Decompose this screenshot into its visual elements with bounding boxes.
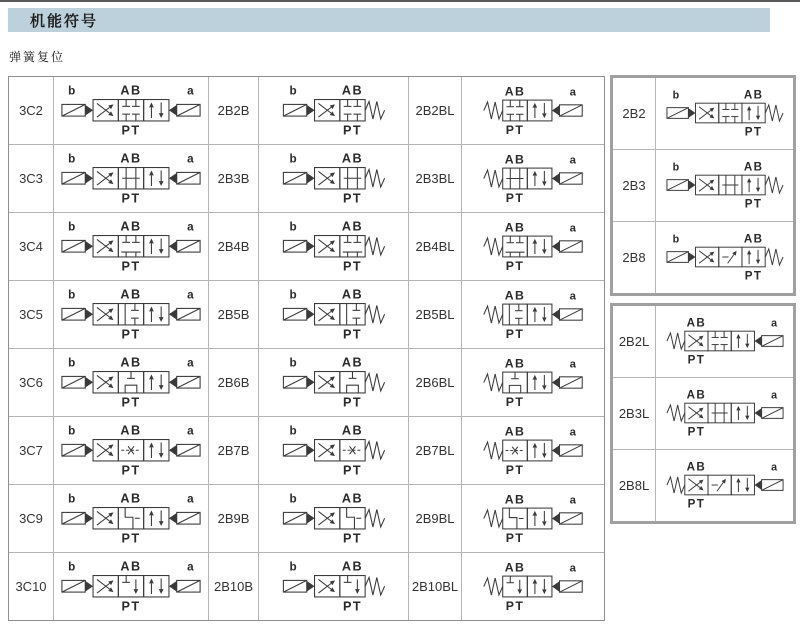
valve-symbol-2B3B	[259, 145, 408, 212]
svg-text:AB: AB	[686, 461, 706, 475]
valve-symbol-panel-2b	[610, 75, 796, 296]
valve-code-2B5B: 2B5B	[209, 281, 258, 348]
svg-text:PT: PT	[687, 497, 705, 511]
svg-text:b: b	[68, 356, 76, 370]
valve-symbol-2B6B	[259, 349, 408, 416]
svg-text:PT: PT	[505, 123, 525, 137]
svg-text:a: a	[770, 390, 777, 403]
svg-text:AB: AB	[504, 220, 526, 235]
svg-text:AB: AB	[341, 219, 363, 234]
svg-text:AB: AB	[341, 355, 363, 370]
valve-symbol-2B3	[656, 150, 793, 221]
svg-text:b: b	[289, 492, 297, 506]
svg-text:PT: PT	[342, 395, 362, 410]
svg-text:AB: AB	[120, 355, 142, 370]
valve-code-2B2B: 2B2B	[209, 77, 258, 144]
svg-text:AB: AB	[120, 219, 142, 234]
svg-text:b: b	[672, 162, 679, 175]
hydraulic-valve-symbol	[462, 424, 604, 477]
valve-symbol-2B3L	[656, 378, 793, 449]
svg-text:PT: PT	[342, 531, 362, 546]
hydraulic-valve-symbol	[658, 460, 792, 510]
svg-text:PT: PT	[342, 599, 362, 614]
svg-text:a: a	[187, 220, 194, 234]
svg-text:AB: AB	[341, 83, 363, 98]
valve-code-2B5BL: 2B5BL	[409, 281, 461, 348]
svg-text:b: b	[68, 424, 76, 438]
valve-code-2B9BL: 2B9BL	[409, 485, 461, 552]
section-header-bar	[8, 8, 770, 32]
hydraulic-valve-symbol	[462, 356, 604, 409]
svg-text:PT: PT	[505, 599, 525, 613]
svg-text:PT: PT	[744, 125, 762, 139]
svg-text:AB: AB	[341, 151, 363, 166]
svg-text:AB: AB	[504, 84, 526, 99]
valve-symbol-2B10BL	[462, 553, 604, 620]
hydraulic-valve-symbol	[261, 83, 407, 138]
svg-text:b: b	[672, 234, 679, 247]
svg-text:PT: PT	[505, 531, 525, 545]
hydraulic-valve-symbol	[58, 151, 204, 206]
valve-code-3C3: 3C3	[9, 145, 53, 212]
hydraulic-valve-symbol	[58, 355, 204, 410]
svg-text:b: b	[289, 84, 297, 98]
svg-text:a: a	[187, 84, 194, 98]
svg-text:PT: PT	[505, 191, 525, 205]
valve-symbol-3C10	[54, 553, 208, 620]
valve-symbol-3C4	[54, 213, 208, 280]
svg-text:a: a	[569, 562, 576, 575]
valve-symbol-3C6	[54, 349, 208, 416]
svg-text:b: b	[68, 220, 76, 234]
svg-text:a: a	[569, 426, 576, 439]
valve-symbol-2B5BL	[462, 281, 604, 348]
svg-text:a: a	[187, 492, 194, 506]
svg-text:PT: PT	[744, 269, 762, 283]
valve-code-2B8L: 2B8L	[613, 450, 655, 521]
page-title: 机能符号	[30, 12, 99, 30]
svg-text:AB: AB	[504, 288, 526, 303]
svg-text:PT: PT	[121, 259, 141, 274]
svg-text:a: a	[569, 494, 576, 507]
svg-text:AB: AB	[504, 356, 526, 371]
svg-text:b: b	[289, 560, 297, 574]
svg-text:b: b	[672, 90, 679, 103]
valve-symbol-2B6BL	[462, 349, 604, 416]
svg-text:a: a	[770, 462, 777, 475]
svg-text:a: a	[569, 290, 576, 303]
svg-text:PT: PT	[342, 463, 362, 478]
valve-symbol-2B8L	[656, 450, 793, 521]
valve-symbol-2B7B	[259, 417, 408, 484]
valve-symbol-2B2BL	[462, 77, 604, 144]
svg-text:AB: AB	[120, 491, 142, 506]
valve-symbol-2B4B	[259, 213, 408, 280]
svg-text:AB: AB	[743, 89, 763, 103]
hydraulic-valve-symbol	[462, 152, 604, 205]
valve-code-2B6BL: 2B6BL	[409, 349, 461, 416]
valve-code-2B4B: 2B4B	[209, 213, 258, 280]
svg-text:AB: AB	[120, 559, 142, 574]
svg-text:AB: AB	[504, 492, 526, 507]
svg-text:PT: PT	[505, 259, 525, 273]
valve-code-2B2: 2B2	[613, 78, 655, 149]
svg-text:a: a	[770, 318, 777, 331]
valve-symbol-2B5B	[259, 281, 408, 348]
hydraulic-valve-symbol	[261, 287, 407, 342]
svg-text:AB: AB	[120, 287, 142, 302]
valve-code-2B3L: 2B3L	[613, 378, 655, 449]
valve-symbol-2B2L	[656, 306, 793, 377]
svg-text:PT: PT	[342, 191, 362, 206]
svg-text:AB: AB	[504, 560, 526, 575]
valve-symbol-3C9	[54, 485, 208, 552]
valve-code-2B10BL: 2B10BL	[409, 553, 461, 620]
valve-code-3C9: 3C9	[9, 485, 53, 552]
valve-symbol-2B2	[656, 78, 793, 149]
svg-text:AB: AB	[341, 559, 363, 574]
valve-symbol-3C2	[54, 77, 208, 144]
valve-code-2B4BL: 2B4BL	[409, 213, 461, 280]
svg-text:PT: PT	[342, 327, 362, 342]
valve-symbol-table	[8, 76, 605, 621]
valve-symbol-3C5	[54, 281, 208, 348]
hydraulic-valve-symbol	[58, 219, 204, 274]
hydraulic-valve-symbol	[658, 88, 792, 138]
svg-text:AB: AB	[743, 233, 763, 247]
svg-text:PT: PT	[505, 327, 525, 341]
valve-code-3C4: 3C4	[9, 213, 53, 280]
svg-text:PT: PT	[121, 123, 141, 138]
valve-symbol-3C7	[54, 417, 208, 484]
valve-code-2B2L: 2B2L	[613, 306, 655, 377]
valve-code-2B3: 2B3	[613, 150, 655, 221]
svg-text:PT: PT	[121, 463, 141, 478]
valve-symbol-2B4BL	[462, 213, 604, 280]
valve-code-2B7B: 2B7B	[209, 417, 258, 484]
svg-text:b: b	[68, 288, 76, 302]
valve-code-2B2BL: 2B2BL	[409, 77, 461, 144]
valve-symbol-3C3	[54, 145, 208, 212]
hydraulic-valve-symbol	[658, 232, 792, 282]
svg-text:a: a	[569, 154, 576, 167]
svg-text:PT: PT	[342, 123, 362, 138]
hydraulic-valve-symbol	[658, 316, 792, 366]
valve-code-2B3B: 2B3B	[209, 145, 258, 212]
svg-text:AB: AB	[686, 317, 706, 331]
svg-text:a: a	[187, 288, 194, 302]
valve-symbol-2B10B	[259, 553, 408, 620]
valve-symbol-2B3BL	[462, 145, 604, 212]
hydraulic-valve-symbol	[58, 83, 204, 138]
hydraulic-valve-symbol	[58, 287, 204, 342]
svg-text:b: b	[289, 152, 297, 166]
hydraulic-valve-symbol	[261, 423, 407, 478]
hydraulic-valve-symbol	[58, 491, 204, 546]
valve-code-2B9B: 2B9B	[209, 485, 258, 552]
svg-text:b: b	[68, 492, 76, 506]
valve-code-2B10B: 2B10B	[209, 553, 258, 620]
svg-text:AB: AB	[120, 151, 142, 166]
svg-text:AB: AB	[504, 152, 526, 167]
svg-text:b: b	[289, 356, 297, 370]
hydraulic-valve-symbol	[261, 559, 407, 614]
svg-text:b: b	[68, 560, 76, 574]
svg-text:a: a	[569, 86, 576, 99]
hydraulic-valve-symbol	[462, 84, 604, 137]
svg-text:b: b	[68, 152, 76, 166]
hydraulic-valve-symbol	[261, 151, 407, 206]
svg-text:a: a	[187, 424, 194, 438]
valve-code-3C2: 3C2	[9, 77, 53, 144]
svg-text:AB: AB	[686, 389, 706, 403]
hydraulic-valve-symbol	[58, 423, 204, 478]
hydraulic-valve-symbol	[658, 160, 792, 210]
svg-text:AB: AB	[743, 161, 763, 175]
valve-code-3C6: 3C6	[9, 349, 53, 416]
svg-text:PT: PT	[121, 395, 141, 410]
valve-code-2B7BL: 2B7BL	[409, 417, 461, 484]
svg-text:b: b	[289, 288, 297, 302]
svg-text:AB: AB	[341, 423, 363, 438]
valve-code-3C7: 3C7	[9, 417, 53, 484]
svg-text:PT: PT	[687, 353, 705, 367]
svg-text:b: b	[289, 220, 297, 234]
svg-text:b: b	[289, 424, 297, 438]
hydraulic-valve-symbol	[462, 492, 604, 545]
svg-text:PT: PT	[121, 531, 141, 546]
svg-text:a: a	[187, 560, 194, 574]
svg-text:PT: PT	[505, 463, 525, 477]
svg-text:PT: PT	[687, 425, 705, 439]
hydraulic-valve-symbol	[261, 491, 407, 546]
svg-text:AB: AB	[120, 423, 142, 438]
valve-symbol-2B7BL	[462, 417, 604, 484]
valve-symbol-2B9BL	[462, 485, 604, 552]
svg-text:AB: AB	[341, 287, 363, 302]
hydraulic-valve-symbol	[261, 355, 407, 410]
valve-code-3C5: 3C5	[9, 281, 53, 348]
svg-text:PT: PT	[505, 395, 525, 409]
valve-symbol-2B2B	[259, 77, 408, 144]
svg-text:AB: AB	[504, 424, 526, 439]
svg-text:PT: PT	[121, 327, 141, 342]
svg-text:PT: PT	[121, 191, 141, 206]
valve-symbol-panel-2bl	[610, 303, 796, 524]
svg-text:a: a	[569, 358, 576, 371]
svg-text:PT: PT	[744, 197, 762, 211]
svg-text:b: b	[68, 84, 76, 98]
hydraulic-valve-symbol	[58, 559, 204, 614]
svg-text:PT: PT	[342, 259, 362, 274]
valve-symbol-2B9B	[259, 485, 408, 552]
svg-text:a: a	[187, 356, 194, 370]
subsection-title: 弹簧复位	[9, 50, 66, 64]
svg-text:a: a	[187, 152, 194, 166]
valve-code-2B6B: 2B6B	[209, 349, 258, 416]
hydraulic-valve-symbol	[462, 288, 604, 341]
svg-text:AB: AB	[341, 491, 363, 506]
valve-code-2B8: 2B8	[613, 222, 655, 293]
hydraulic-valve-symbol	[261, 219, 407, 274]
page-top-rule	[0, 0, 800, 2]
svg-text:a: a	[569, 222, 576, 235]
valve-symbol-2B8	[656, 222, 793, 293]
valve-code-3C10: 3C10	[9, 553, 53, 620]
hydraulic-valve-symbol	[462, 220, 604, 273]
svg-text:PT: PT	[121, 599, 141, 614]
hydraulic-valve-symbol	[658, 388, 792, 438]
valve-code-2B3BL: 2B3BL	[409, 145, 461, 212]
svg-text:AB: AB	[120, 83, 142, 98]
hydraulic-valve-symbol	[462, 560, 604, 613]
